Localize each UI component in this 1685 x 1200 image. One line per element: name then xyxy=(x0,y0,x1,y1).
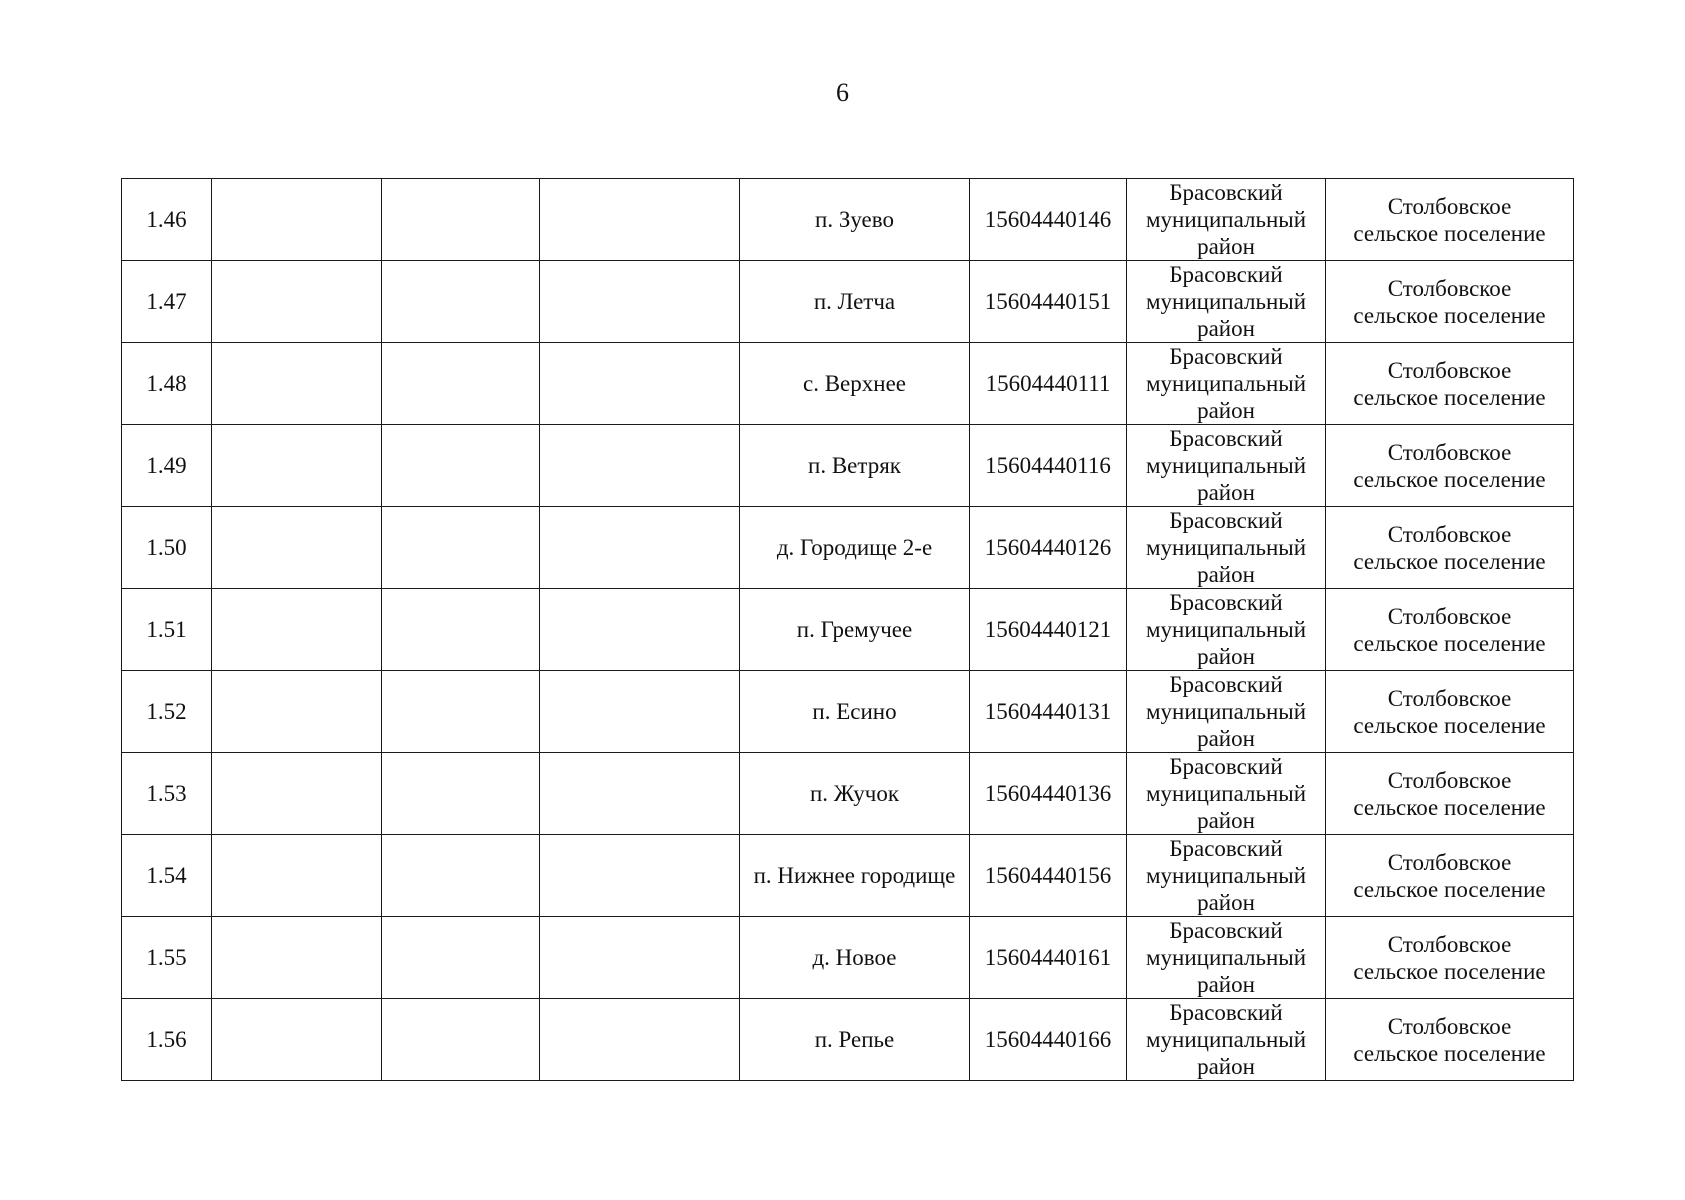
locality-name-cell: п. Зуево xyxy=(740,179,970,261)
table-row xyxy=(122,261,1574,343)
empty-cell xyxy=(212,261,382,343)
table-body xyxy=(122,179,1574,1081)
settlement-line: Столбовское xyxy=(1387,193,1512,219)
locality-name-cell: д. Городище 2-е xyxy=(740,507,970,589)
district-cell xyxy=(1127,999,1326,1081)
empty-cell xyxy=(212,589,382,671)
settlement-line: сельское поселение xyxy=(1353,958,1546,984)
row-number-cell: 1.55 xyxy=(122,917,212,999)
empty-cell xyxy=(540,835,740,917)
row-number-cell: 1.46 xyxy=(122,179,212,261)
oktmo-code-cell: 15604440121 xyxy=(970,589,1127,671)
settlement-line: Столбовское xyxy=(1387,685,1512,711)
table-row xyxy=(122,917,1574,999)
district-line: Брасовский xyxy=(1169,508,1283,533)
settlement-cell xyxy=(1326,343,1574,425)
empty-cell xyxy=(212,179,382,261)
district-line: Брасовский xyxy=(1169,262,1283,287)
district-line: муниципальный xyxy=(1145,617,1307,642)
empty-cell xyxy=(382,425,540,507)
settlement-line: сельское поселение xyxy=(1353,466,1546,492)
district-line: район xyxy=(1197,972,1255,997)
district-cell xyxy=(1127,589,1326,671)
district-line: Брасовский xyxy=(1169,590,1283,615)
district-line: район xyxy=(1197,808,1255,833)
table-row xyxy=(122,589,1574,671)
row-number-cell: 1.56 xyxy=(122,999,212,1081)
locality-name-cell: д. Новое xyxy=(740,917,970,999)
empty-cell xyxy=(382,835,540,917)
empty-cell xyxy=(540,261,740,343)
empty-cell xyxy=(382,917,540,999)
settlement-line: сельское поселение xyxy=(1353,1040,1546,1066)
empty-cell xyxy=(212,343,382,425)
table-row xyxy=(122,343,1574,425)
locality-name-cell: п. Ветряк xyxy=(740,425,970,507)
settlement-line: Столбовское xyxy=(1387,357,1512,383)
table-row xyxy=(122,179,1574,261)
oktmo-code-cell: 15604440166 xyxy=(970,999,1127,1081)
locality-name-cell: п. Жучок xyxy=(740,753,970,835)
row-number-cell: 1.51 xyxy=(122,589,212,671)
district-line: муниципальный xyxy=(1145,945,1307,970)
district-cell xyxy=(1127,753,1326,835)
district-line: район xyxy=(1197,480,1255,505)
oktmo-code-cell: 15604440161 xyxy=(970,917,1127,999)
table-row xyxy=(122,425,1574,507)
settlement-line: Столбовское xyxy=(1387,275,1512,301)
district-line: Брасовский xyxy=(1169,918,1283,943)
district-cell xyxy=(1127,425,1326,507)
district-line: Брасовский xyxy=(1169,426,1283,451)
district-line: Брасовский xyxy=(1169,836,1283,861)
oktmo-code-cell: 15604440116 xyxy=(970,425,1127,507)
settlement-line: сельское поселение xyxy=(1353,794,1546,820)
district-line: район xyxy=(1197,398,1255,423)
settlement-cell xyxy=(1326,261,1574,343)
row-number-cell: 1.49 xyxy=(122,425,212,507)
district-line: район xyxy=(1197,234,1255,259)
empty-cell xyxy=(540,507,740,589)
locality-name-cell: п. Есино xyxy=(740,671,970,753)
empty-cell xyxy=(382,753,540,835)
district-line: муниципальный xyxy=(1145,535,1307,560)
settlement-cell xyxy=(1326,671,1574,753)
empty-cell xyxy=(540,425,740,507)
settlement-line: Столбовское xyxy=(1387,1013,1512,1039)
empty-cell xyxy=(540,671,740,753)
settlement-line: сельское поселение xyxy=(1353,630,1546,656)
row-number-cell: 1.47 xyxy=(122,261,212,343)
empty-cell xyxy=(540,179,740,261)
settlement-cell xyxy=(1326,425,1574,507)
settlement-line: сельское поселение xyxy=(1353,548,1546,574)
empty-cell xyxy=(212,917,382,999)
empty-cell xyxy=(540,753,740,835)
district-line: район xyxy=(1197,562,1255,587)
settlement-line: Столбовское xyxy=(1387,603,1512,629)
table-row xyxy=(122,835,1574,917)
table-row xyxy=(122,507,1574,589)
empty-cell xyxy=(382,999,540,1081)
settlement-cell xyxy=(1326,999,1574,1081)
settlement-line: Столбовское xyxy=(1387,849,1512,875)
district-line: район xyxy=(1197,316,1255,341)
settlement-line: сельское поселение xyxy=(1353,384,1546,410)
settlement-line: Столбовское xyxy=(1387,439,1512,465)
district-cell xyxy=(1127,507,1326,589)
district-line: муниципальный xyxy=(1145,781,1307,806)
empty-cell xyxy=(540,917,740,999)
district-line: муниципальный xyxy=(1145,207,1307,232)
empty-cell xyxy=(212,671,382,753)
settlement-cell xyxy=(1326,835,1574,917)
oktmo-code-cell: 15604440131 xyxy=(970,671,1127,753)
district-cell xyxy=(1127,179,1326,261)
table-row xyxy=(122,999,1574,1081)
settlement-cell xyxy=(1326,589,1574,671)
table-row xyxy=(122,753,1574,835)
locality-name-cell: п. Гремучее xyxy=(740,589,970,671)
district-line: Брасовский xyxy=(1169,672,1283,697)
district-line: муниципальный xyxy=(1145,699,1307,724)
empty-cell xyxy=(212,753,382,835)
district-line: район xyxy=(1197,726,1255,751)
settlement-line: Столбовское xyxy=(1387,767,1512,793)
locality-name-cell: п. Репье xyxy=(740,999,970,1081)
district-cell xyxy=(1127,343,1326,425)
settlement-line: сельское поселение xyxy=(1353,302,1546,328)
empty-cell xyxy=(382,671,540,753)
table-row xyxy=(122,671,1574,753)
district-line: район xyxy=(1197,644,1255,669)
locality-name-cell: с. Верхнее xyxy=(740,343,970,425)
row-number-cell: 1.54 xyxy=(122,835,212,917)
row-number-cell: 1.53 xyxy=(122,753,212,835)
district-cell xyxy=(1127,261,1326,343)
district-line: Брасовский xyxy=(1169,754,1283,779)
oktmo-code-cell: 15604440126 xyxy=(970,507,1127,589)
empty-cell xyxy=(212,999,382,1081)
district-cell xyxy=(1127,917,1326,999)
district-cell xyxy=(1127,835,1326,917)
empty-cell xyxy=(382,179,540,261)
empty-cell xyxy=(212,835,382,917)
settlement-line: сельское поселение xyxy=(1353,876,1546,902)
locality-name-cell: п. Нижнее городище xyxy=(740,835,970,917)
district-line: муниципальный xyxy=(1145,453,1307,478)
district-line: Брасовский xyxy=(1169,1000,1283,1025)
empty-cell xyxy=(212,425,382,507)
settlement-cell xyxy=(1326,179,1574,261)
district-line: муниципальный xyxy=(1145,863,1307,888)
empty-cell xyxy=(540,343,740,425)
settlement-line: сельское поселение xyxy=(1353,712,1546,738)
settlement-line: Столбовское xyxy=(1387,931,1512,957)
empty-cell xyxy=(382,507,540,589)
oktmo-code-cell: 15604440136 xyxy=(970,753,1127,835)
row-number-cell: 1.52 xyxy=(122,671,212,753)
district-line: муниципальный xyxy=(1145,371,1307,396)
empty-cell xyxy=(382,343,540,425)
settlement-line: Столбовское xyxy=(1387,521,1512,547)
settlement-cell xyxy=(1326,507,1574,589)
district-line: муниципальный xyxy=(1145,1027,1307,1052)
locality-name-cell: п. Летча xyxy=(740,261,970,343)
page-number: 6 xyxy=(836,78,849,107)
oktmo-code-cell: 15604440151 xyxy=(970,261,1127,343)
settlement-cell xyxy=(1326,917,1574,999)
settlements-table xyxy=(121,178,1574,1081)
empty-cell xyxy=(382,589,540,671)
district-line: Брасовский xyxy=(1169,344,1283,369)
empty-cell xyxy=(540,589,740,671)
district-line: муниципальный xyxy=(1145,289,1307,314)
empty-cell xyxy=(212,507,382,589)
district-line: Брасовский xyxy=(1169,180,1283,205)
district-line: район xyxy=(1197,1054,1255,1079)
row-number-cell: 1.48 xyxy=(122,343,212,425)
empty-cell xyxy=(540,999,740,1081)
oktmo-code-cell: 15604440111 xyxy=(970,343,1127,425)
empty-cell xyxy=(382,261,540,343)
district-cell xyxy=(1127,671,1326,753)
oktmo-code-cell: 15604440156 xyxy=(970,835,1127,917)
settlement-line: сельское поселение xyxy=(1353,220,1546,246)
district-line: район xyxy=(1197,890,1255,915)
oktmo-code-cell: 15604440146 xyxy=(970,179,1127,261)
settlement-cell xyxy=(1326,753,1574,835)
row-number-cell: 1.50 xyxy=(122,507,212,589)
